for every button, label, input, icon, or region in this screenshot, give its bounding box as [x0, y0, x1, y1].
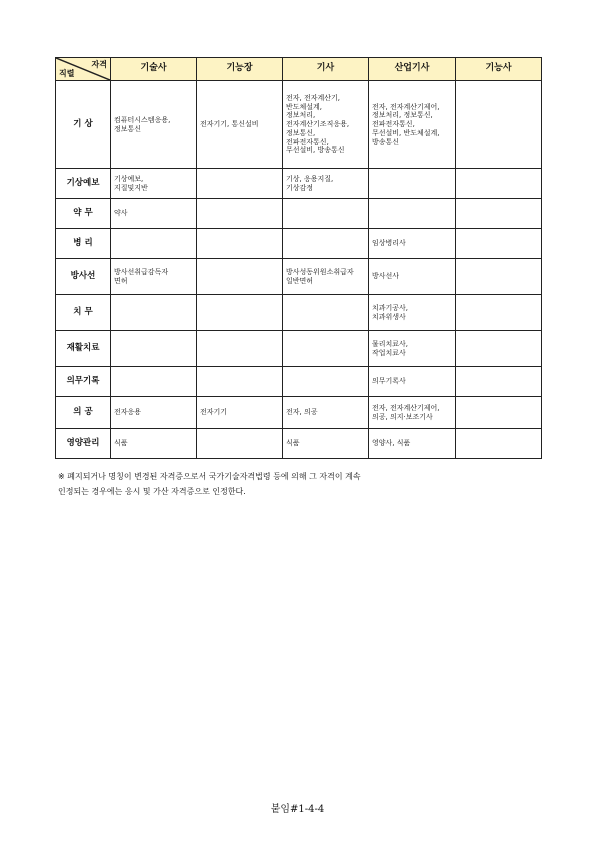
table-cell — [369, 199, 456, 229]
table-cell: 방사선취급감독자 면허 — [111, 259, 197, 295]
table-cell — [456, 199, 542, 229]
table-cell — [111, 367, 197, 397]
row-label: 영양관리 — [56, 429, 111, 459]
table-cell — [197, 429, 283, 459]
table-cell: 전자응용 — [111, 397, 197, 429]
header-cell: 기능사 — [456, 58, 542, 81]
table-cell — [197, 331, 283, 367]
table-cell: 전자기기 — [197, 397, 283, 429]
row-label: 의무기록 — [56, 367, 111, 397]
qualification-table — [55, 57, 542, 459]
table-cell: 방사성동위원소취급자 일반면허 — [283, 259, 369, 295]
row-label: 의 공 — [56, 397, 111, 429]
table-cell: 기상, 응용지질, 기상감정 — [283, 169, 369, 199]
header-cell: 기사 — [283, 58, 369, 81]
table-cell — [283, 367, 369, 397]
row-label: 재활치료 — [56, 331, 111, 367]
table-cell — [456, 259, 542, 295]
page-footer: 붙임#1-4-4 — [270, 804, 325, 815]
table-cell — [456, 397, 542, 429]
row-label: 약 무 — [56, 199, 111, 229]
table-cell: 전자, 의공 — [283, 397, 369, 429]
table-cell: 식품 — [111, 429, 197, 459]
corner-top-label: 자격 — [91, 60, 107, 69]
header-cell: 기능장 — [197, 58, 283, 81]
table-cell — [197, 295, 283, 331]
table-cell: 전자, 전자계산기제어, 의공, 의지·보조기사 — [369, 397, 456, 429]
table-cell — [197, 229, 283, 259]
row-label: 병 리 — [56, 229, 111, 259]
row-label: 치 무 — [56, 295, 111, 331]
table-row — [56, 331, 542, 367]
table-cell: 영양사, 식품 — [369, 429, 456, 459]
table-cell — [197, 367, 283, 397]
table-cell: 전자기기, 통신설비 — [197, 81, 283, 169]
table-cell — [456, 295, 542, 331]
table-cell: 전자, 전자계산기제어, 정보처리, 정보통신, 전파전자통신, 무선설비, 반도체설계, 방송통신 — [369, 81, 456, 169]
table-cell — [197, 259, 283, 295]
table-cell — [283, 331, 369, 367]
table-row — [56, 295, 542, 331]
table-cell — [369, 169, 456, 199]
table-cell — [456, 429, 542, 459]
table-cell: 임상병리사 — [369, 229, 456, 259]
table-row — [56, 259, 542, 295]
header-cell: 산업기사 — [369, 58, 456, 81]
table-cell — [456, 367, 542, 397]
header-cell: 기술사 — [111, 58, 197, 81]
footnote: ※ 폐지되거나 명칭이 변경된 자격증으로서 국가기술자격법령 등에 의해 그 자격이 계속 인정되는 경우에는 응시 및 가산 자격증으로 인정한다. — [58, 472, 361, 497]
corner-cell — [56, 58, 111, 81]
table-cell: 기상예보, 지질및지반 — [111, 169, 197, 199]
table-cell — [456, 81, 542, 169]
table-cell — [111, 331, 197, 367]
header-row — [56, 58, 542, 81]
table-cell — [197, 169, 283, 199]
row-label: 기상예보 — [56, 169, 111, 199]
table-cell — [456, 229, 542, 259]
table-cell — [456, 169, 542, 199]
table-row — [56, 81, 542, 169]
table-row — [56, 397, 542, 429]
table-cell — [111, 295, 197, 331]
table-row — [56, 169, 542, 199]
row-label: 기 상 — [56, 81, 111, 169]
table-row — [56, 199, 542, 229]
table-cell: 컴퓨터시스템응용, 정보통신 — [111, 81, 197, 169]
table-cell — [283, 295, 369, 331]
table-cell — [283, 199, 369, 229]
corner-bottom-label: 직렬 — [59, 69, 75, 78]
table-cell: 식품 — [283, 429, 369, 459]
table-cell — [111, 229, 197, 259]
table-cell: 의무기록사 — [369, 367, 456, 397]
table-cell: 방사선사 — [369, 259, 456, 295]
table-row — [56, 429, 542, 459]
row-label: 방사선 — [56, 259, 111, 295]
table-cell: 약사 — [111, 199, 197, 229]
table-cell — [197, 199, 283, 229]
table-row — [56, 229, 542, 259]
table-cell: 물리치료사, 작업치료사 — [369, 331, 456, 367]
table-cell — [456, 331, 542, 367]
table-cell: 전자, 전자계산기, 반도체설계, 정보처리, 전자계산기조직응용, 정보통신, 전파전자통신, 무선설비, 방송통신 — [283, 81, 369, 169]
table-row — [56, 367, 542, 397]
table-cell — [283, 229, 369, 259]
table-cell: 치과기공사, 치과위생사 — [369, 295, 456, 331]
